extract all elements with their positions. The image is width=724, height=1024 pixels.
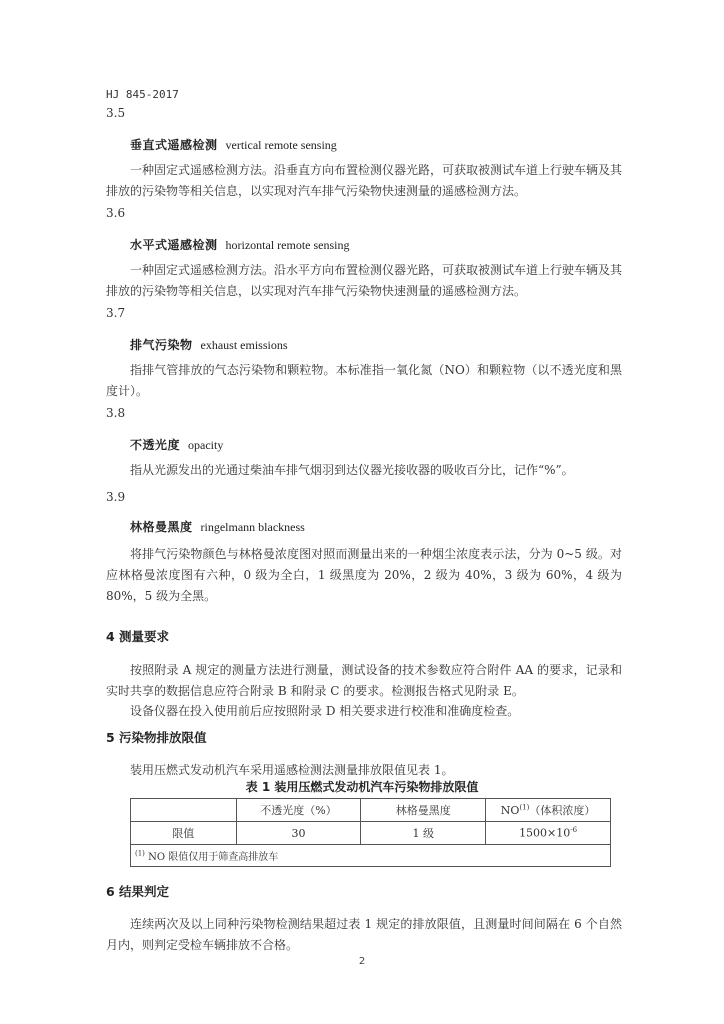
term-chinese: 排气污染物 — [130, 338, 193, 352]
table-header-cell: 林格曼黑度 — [361, 799, 486, 822]
section-heading: 6 结果判定 — [106, 884, 170, 899]
clause-number: 3.7 — [106, 306, 126, 320]
section-heading: 4 测量要求 — [106, 629, 170, 644]
clause-number: 3.8 — [106, 406, 126, 420]
term-definition: 指排气管排放的气态污染物和颗粒物。本标准指一氧化氮（NO）和颗粒物（以不透光度和黑度计）。 — [106, 363, 622, 398]
term-definition: 一种固定式遥感检测方法。沿垂直方向布置检测仪器光路，可获取被测试车道上行驶车辆及其排放的污染物等相关信息，以实现对汽车排气污染物快速测量的遥感检测方法。 — [106, 163, 623, 198]
term-heading — [130, 518, 305, 535]
table-row — [131, 822, 611, 845]
table-cell: 1 级 — [361, 822, 486, 845]
term-chinese: 垂直式遥感检测 — [130, 138, 218, 152]
term-english: ringelmann blackness — [200, 520, 305, 534]
term-english: vertical remote sensing — [225, 138, 337, 152]
term-chinese: 林格曼黑度 — [130, 520, 193, 534]
table-note: $^{(1)}$ NO 限值仅用于筛查高排放车 — [131, 845, 611, 867]
page-number: 2 — [358, 956, 366, 967]
term-heading — [130, 336, 288, 353]
table-row-label: 限值 — [131, 822, 237, 845]
table-cell: 30 — [236, 822, 361, 845]
table-header-cell: 不透光度（%） — [236, 799, 361, 822]
table-cell: $1500\times 10^{-6}$ — [486, 822, 611, 845]
clause-number: 3.9 — [106, 490, 126, 504]
term-english: opacity — [188, 438, 224, 452]
table-cell — [131, 799, 237, 822]
section-heading: 5 污染物排放限值 — [106, 730, 207, 745]
term-chinese: 水平式遥感检测 — [130, 238, 218, 252]
clause-number: 3.5 — [106, 106, 126, 120]
term-english: horizontal remote sensing — [225, 238, 350, 252]
term-heading — [130, 136, 337, 153]
standard-code: HJ 845-2017 — [106, 88, 179, 101]
term-heading — [130, 236, 349, 253]
paragraph: 装用压燃式发动机汽车采用遥感检测法测量排放限值见表 1。 — [130, 763, 454, 777]
term-definition: 指从光源发出的光通过柴油车排气烟羽到达仪器光接收器的吸收百分比，记作“%”。 — [130, 463, 574, 477]
term-heading — [130, 436, 223, 453]
paragraph: 设备仪器在投入使用前后应按照附录 D 相关要求进行校准和准确度检查。 — [130, 704, 520, 718]
table-title: 表 1 装用压燃式发动机汽车污染物排放限值 — [245, 780, 479, 794]
paragraph: 按照附录 A 规定的测量方法进行测量，测试设备的技术参数应符合附件 AA 的要求，记录和实时共享的数据信息应符合附录 B 和附录 C 的要求。检测报告格式见附录 E。 — [106, 663, 622, 698]
table-note-row — [131, 845, 611, 867]
clause-number: 3.6 — [106, 206, 126, 220]
paragraph: 连续两次及以上同种污染物检测结果超过表 1 规定的排放限值，且测量时间间隔在 6 个自然月内，则判定受检车辆排放不合格。 — [106, 917, 622, 952]
table-header-row — [131, 799, 611, 822]
emission-limit-table — [130, 798, 611, 867]
term-english: exhaust emissions — [200, 338, 288, 352]
term-definition: 一种固定式遥感检测方法。沿水平方向布置检测仪器光路，可获取被测试车道上行驶车辆及其排放的污染物等相关信息，以实现对汽车排气污染物快速测量的遥感检测方法。 — [106, 263, 623, 298]
table-header-cell: NO$^{(1)}$（体积浓度） — [486, 799, 611, 822]
term-chinese: 不透光度 — [130, 438, 181, 452]
term-definition: 将排气污染物颜色与林格曼浓度图对照而测量出来的一种烟尘浓度表示法，分为 0~5 级。对应林格曼浓度图有六种，0 级为全白，1 级黑度为 20%，2 级为 40%，3 级为 60%，4 级为 80%，5 级为全黑。 — [106, 547, 622, 603]
